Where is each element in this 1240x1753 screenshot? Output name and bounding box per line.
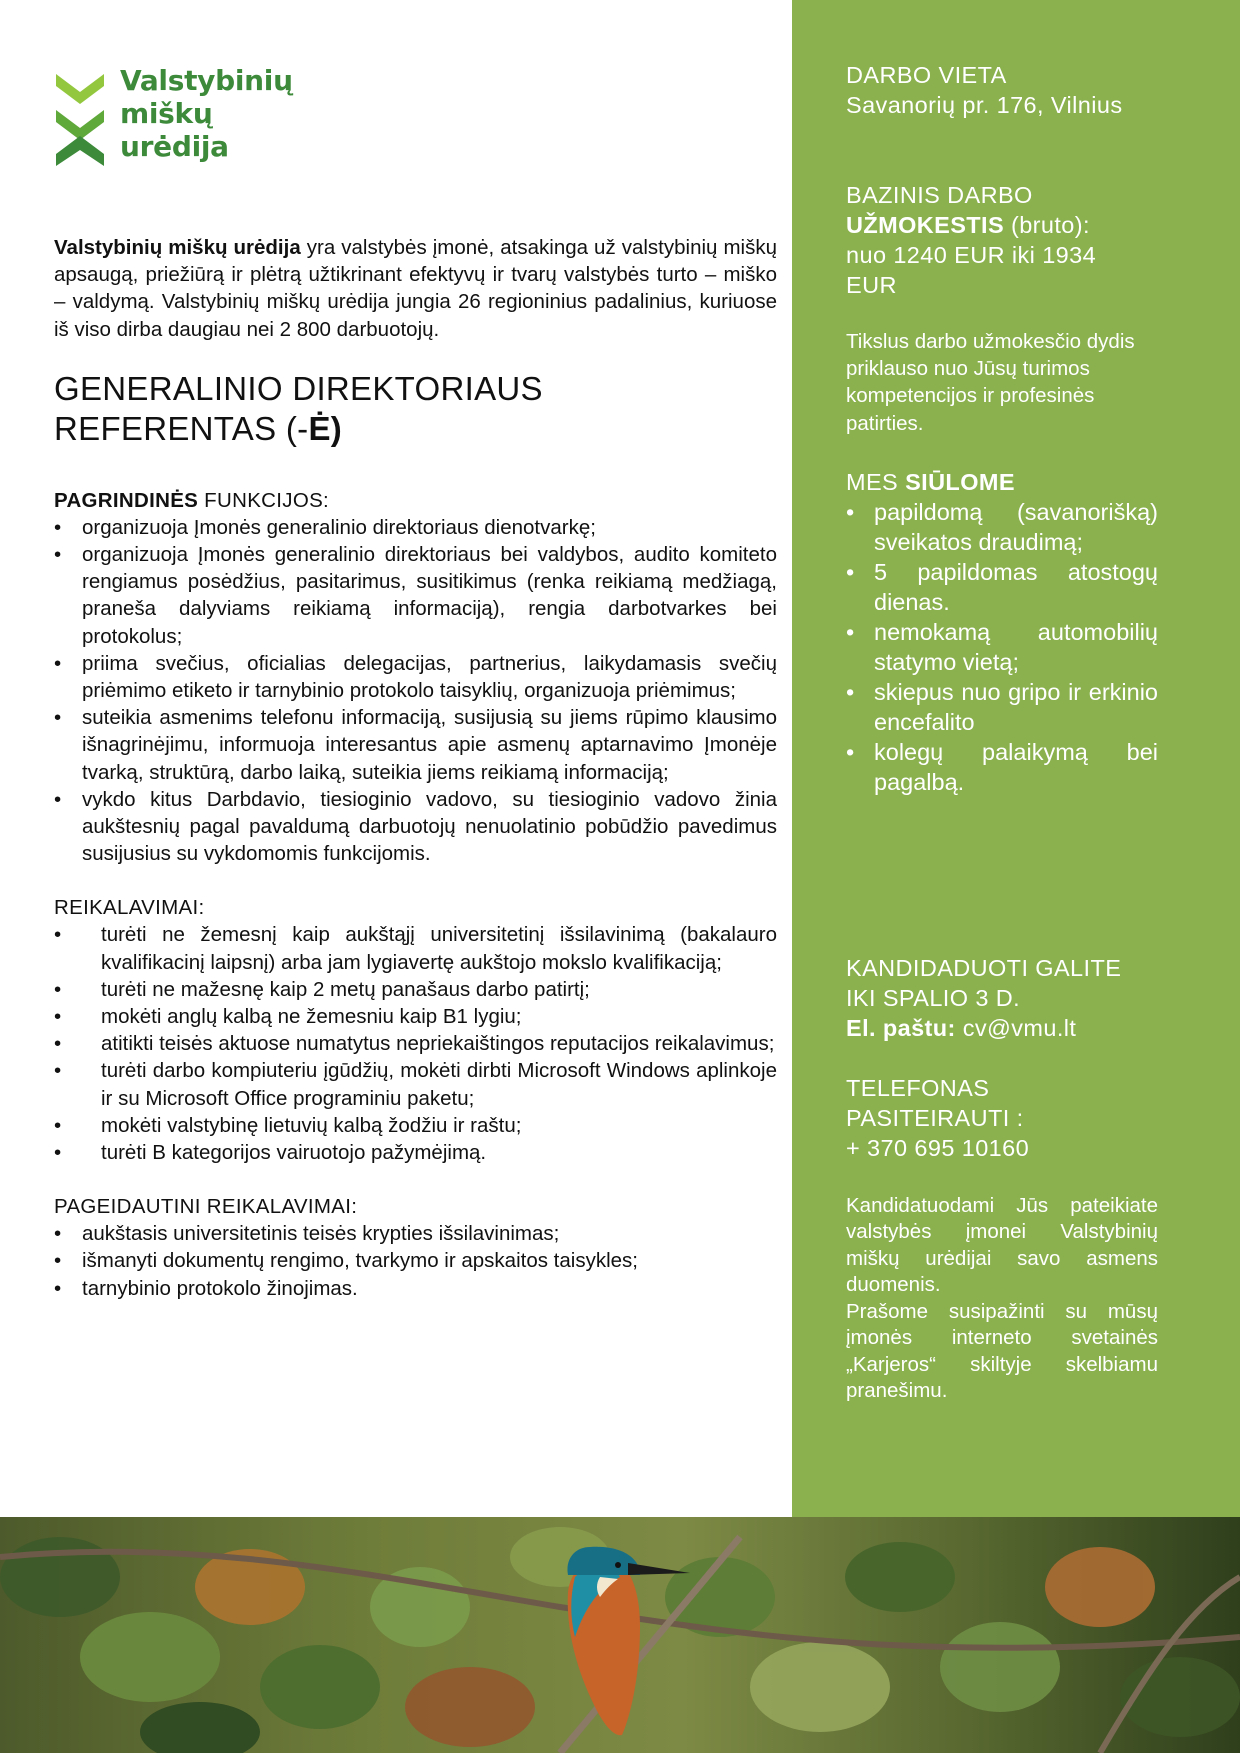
phone-label-2: PASITEIRAUTI : [846, 1104, 1024, 1131]
list-item: • organizuoja Įmonės generalinio direktoriaus bei valdybos, audito komiteto rengiamus posėdžius, pasitarimus, susitikimus (renka reikiamą medžiagą, praneša dalyviams reikiamą informaciją), rengia darbotvarkes bei protokolus; [54, 543, 777, 648]
workplace-block [846, 60, 1158, 120]
salary-note: Tikslus darbo užmokesčio dydis priklauso nuo Jūsų turimos kompetencijos ir profesinės patirties. [846, 330, 1135, 435]
requirements-list [54, 921, 777, 1166]
privacy-paragraph-1: Kandidatuodami Jūs pateikiate valstybės įmonei Valstybinių miškų urėdijai savo asmens duomenis. [846, 1193, 1158, 1297]
tree-chevrons-icon [54, 66, 106, 170]
list-item-text: kolegų palaikymą bei pagalbą. [874, 738, 1158, 795]
salary-value-2: EUR [846, 272, 897, 298]
email-value[interactable]: cv@vmu.lt [955, 1014, 1077, 1041]
list-item-text: papildomą (savanorišką) sveikatos draudimą; [874, 498, 1158, 555]
phone-block [846, 1073, 1158, 1163]
list-item: • turėti ne mažesnę kaip 2 metų panašaus darbo patirtį; [54, 977, 590, 1001]
intro-paragraph [54, 234, 777, 343]
apply-line-2: IKI SPALIO 3 D. [846, 984, 1021, 1011]
workplace-value: Savanorių pr. 176, Vilnius [846, 92, 1123, 118]
salary-block [846, 180, 1158, 300]
company-logo [54, 66, 293, 170]
list-item-text: nemokamą automobilių statymo vietą; [874, 618, 1158, 675]
list-item: • papildomą (savanorišką) sveikatos draudimą; [846, 498, 1158, 555]
list-item: • organizuoja Įmonės generalinio direktoriaus dienotvarkę; [54, 515, 596, 539]
logo-line-1: Valstybinių [120, 64, 293, 97]
intro-company-name: Valstybinių miškų urėdija [54, 236, 301, 259]
list-item-text: aukštasis universitetinis teisės krypties išsilavinimas; [82, 1222, 560, 1246]
preferred-heading: PAGEIDAUTINI REIKALAVIMAI: [54, 1195, 358, 1219]
email-label: El. paštu: [846, 1014, 956, 1041]
offer-heading [846, 467, 1158, 497]
salary-label-2-bold: UŽMOKESTIS [846, 212, 1005, 238]
phone-label-1: TELEFONAS [846, 1074, 990, 1101]
list-item: • mokėti anglų kalbą ne žemesniu kaip B1 lygiu; [54, 1005, 522, 1029]
intro-text: yra valstybės įmonė, atsakinga už valstybinių miškų apsaugą, priežiūrą ir plėtrą užtikrinant efektyvų ir tvarų valstybės turto – miško – valdymą. Valstybinių miškų urėdija jungia 26 regioninius padalinius, kuriuose iš viso dirba daugiau nei 2 800 darbuotojų. [54, 236, 777, 341]
list-item-text: organizuoja Įmonės generalinio direktoriaus bei valdybos, audito komiteto rengiamus posėdžius, pasitarimus, susitikimus (renka reikiamą medžiagą, praneša dalyviams reikiamą informaciją), rengia darbotvarkes bei protokolus; [82, 543, 777, 648]
kingfisher-photo [0, 1517, 1240, 1753]
list-item: • nemokamą automobilių statymo vietą; [846, 618, 1158, 675]
list-item: • turėti darbo kompiuteriu įgūdžių, mokėti dirbti Microsoft Windows aplinkoje ir su Microsoft Office programiniu paketu; [54, 1059, 777, 1110]
list-item-text: organizuoja Įmonės generalinio direktoriaus dienotvarkę; [82, 515, 596, 539]
list-item: • suteikia asmenims telefonu informaciją, susijusią su jiems rūpimo klausimo išnagrinėjimu, informuoja interesantus apie asmenų aptarnavimo Įmonėje tvarką, struktūrą, darbo laiką, suteikia jiems reikiamą informaciją; [54, 706, 777, 784]
list-item-text: išmanyti dokumentų rengimo, tvarkymo ir apskaitos taisykles; [82, 1249, 638, 1273]
functions-heading [54, 487, 777, 514]
list-item: • atitikti teisės aktuose numatytus nepriekaištingos reputacijos reikalavimus; [54, 1032, 775, 1056]
apply-line-1: KANDIDADUOTI GALITE [846, 954, 1122, 981]
list-item-text: turėti ne mažesnę kaip 2 metų panašaus darbo patirtį; [101, 977, 590, 1001]
list-item: • tarnybinio protokolo žinojimas. [54, 1276, 358, 1300]
list-item-text: vykdo kitus Darbdavio, tiesioginio vadovo, su tiesioginio vadovo žinia aukštesnių pagal pavaldumą darbuotojų nenuolatinio pobūdžio pavedimus susijusius su vykdomomis funkcijomis. [82, 787, 777, 866]
functions-heading-bold: PAGRINDINĖS [54, 488, 199, 512]
list-item: • 5 papildomas atostogų dienas. [846, 558, 1158, 615]
preferred-list [54, 1220, 777, 1302]
salary-label-1: BAZINIS DARBO [846, 182, 1033, 208]
offer-list [846, 497, 1158, 797]
offer-heading-bold: SIŪLOME [905, 468, 1015, 495]
functions-heading-rest: FUNKCIJOS: [198, 488, 330, 512]
logo-line-2: miškų [120, 97, 213, 130]
list-item: • turėti B kategorijos vairuotojo pažymėjimą. [54, 1141, 487, 1165]
offer-heading-text: MES [846, 468, 906, 495]
list-item-text: mokėti anglų kalbą ne žemesniu kaip B1 lygiu; [101, 1005, 522, 1029]
list-item-text: mokėti valstybinę lietuvių kalbą žodžiu ir raštu; [101, 1113, 522, 1137]
main-column [54, 234, 777, 1302]
logo-line-3: urėdija [120, 130, 229, 163]
list-item-text: 5 papildomas atostogų dienas. [874, 558, 1158, 615]
privacy-paragraph-2: Prašome susipažinti su mūsų įmonės interneto svetainės „Karjeros“ skiltyje skelbiamu pranešimu. [846, 1299, 1158, 1403]
apply-block [846, 953, 1158, 1043]
list-item-text: turėti darbo kompiuteriu įgūdžių, mokėti dirbti Microsoft Windows aplinkoje ir su Microsoft Office programiniu paketu; [101, 1059, 777, 1110]
salary-label-2-rest: (bruto): [1004, 212, 1090, 238]
list-item-text: suteikia asmenims telefonu informaciją, susijusią su jiems rūpimo klausimo išnagrinėjimu, informuoja interesantus apie asmenų aptarnavimo Įmonėje tvarką, struktūrą, darbo laiką, suteikia jiems reikiamą informaciją; [82, 706, 777, 784]
salary-value-1: nuo 1240 EUR iki 1934 [846, 242, 1097, 268]
job-title-line-2-bold: Ė) [308, 409, 343, 447]
phone-value[interactable]: + 370 695 10160 [846, 1134, 1030, 1161]
list-item-text: atitikti teisės aktuose numatytus nepriekaištingos reputacijos reikalavimus; [101, 1032, 775, 1056]
list-item-text: skiepus nuo gripo ir erkinio encefalito [874, 678, 1158, 735]
list-item: • kolegų palaikymą bei pagalbą. [846, 738, 1158, 795]
list-item: • vykdo kitus Darbdavio, tiesioginio vadovo, su tiesioginio vadovo žinia aukštesnių pagal pavaldumą darbuotojų nenuolatinio pobūdžio pavedimus susijusius su vykdomomis funkcijomis. [54, 787, 777, 866]
job-title-line-1: GENERALINIO DIREKTORIAUS [54, 369, 543, 407]
kingfisher-on-branch-image [0, 1517, 1240, 1753]
functions-list [54, 514, 777, 868]
privacy-notice [846, 1193, 1158, 1405]
list-item-text: priima svečius, oficialias delegacijas, partnerius, laikydamasis svečių priėmimo etiketo ir tarnybinio protokolo taisyklių, organizuoja priėmimus; [82, 651, 777, 703]
salary-label-2 [846, 210, 1158, 240]
requirements-heading: REIKALAVIMAI: [54, 896, 205, 920]
list-item-text: turėti ne žemesnį kaip aukštąjį universitetinį išsilavinimą (bakalauro kvalifikacinį laipsnį) arba jam lygiavertę aukštojo mokslo kvalifikaciją; [101, 923, 777, 974]
list-item-text: turėti B kategorijos vairuotojo pažymėjimą. [101, 1141, 487, 1165]
workplace-label: DARBO VIETA [846, 62, 1007, 88]
list-item: • turėti ne žemesnį kaip aukštąjį universitetinį išsilavinimą (bakalauro kvalifikacinį laipsnį) arba jam lygiavertę aukštojo mokslo kvalifikaciją; [54, 923, 777, 974]
list-item-text: tarnybinio protokolo žinojimas. [82, 1276, 358, 1300]
list-item: • išmanyti dokumentų rengimo, tvarkymo ir apskaitos taisykles; [54, 1249, 638, 1273]
logo-wordmark [120, 64, 293, 163]
job-title-line-2-prefix: REFERENTAS (- [54, 409, 309, 447]
email-line [846, 1013, 1158, 1043]
list-item: • skiepus nuo gripo ir erkinio encefalito [846, 678, 1158, 735]
list-item: • aukštasis universitetinis teisės krypties išsilavinimas; [54, 1222, 560, 1246]
list-item: • mokėti valstybinę lietuvių kalbą žodžiu ir raštu; [54, 1113, 522, 1137]
info-sidebar [792, 0, 1240, 1517]
list-item: • priima svečius, oficialias delegacijas, partnerius, laikydamasis svečių priėmimo etiketo ir tarnybinio protokolo taisyklių, organizuoja priėmimus; [54, 651, 777, 703]
job-title [54, 369, 777, 449]
